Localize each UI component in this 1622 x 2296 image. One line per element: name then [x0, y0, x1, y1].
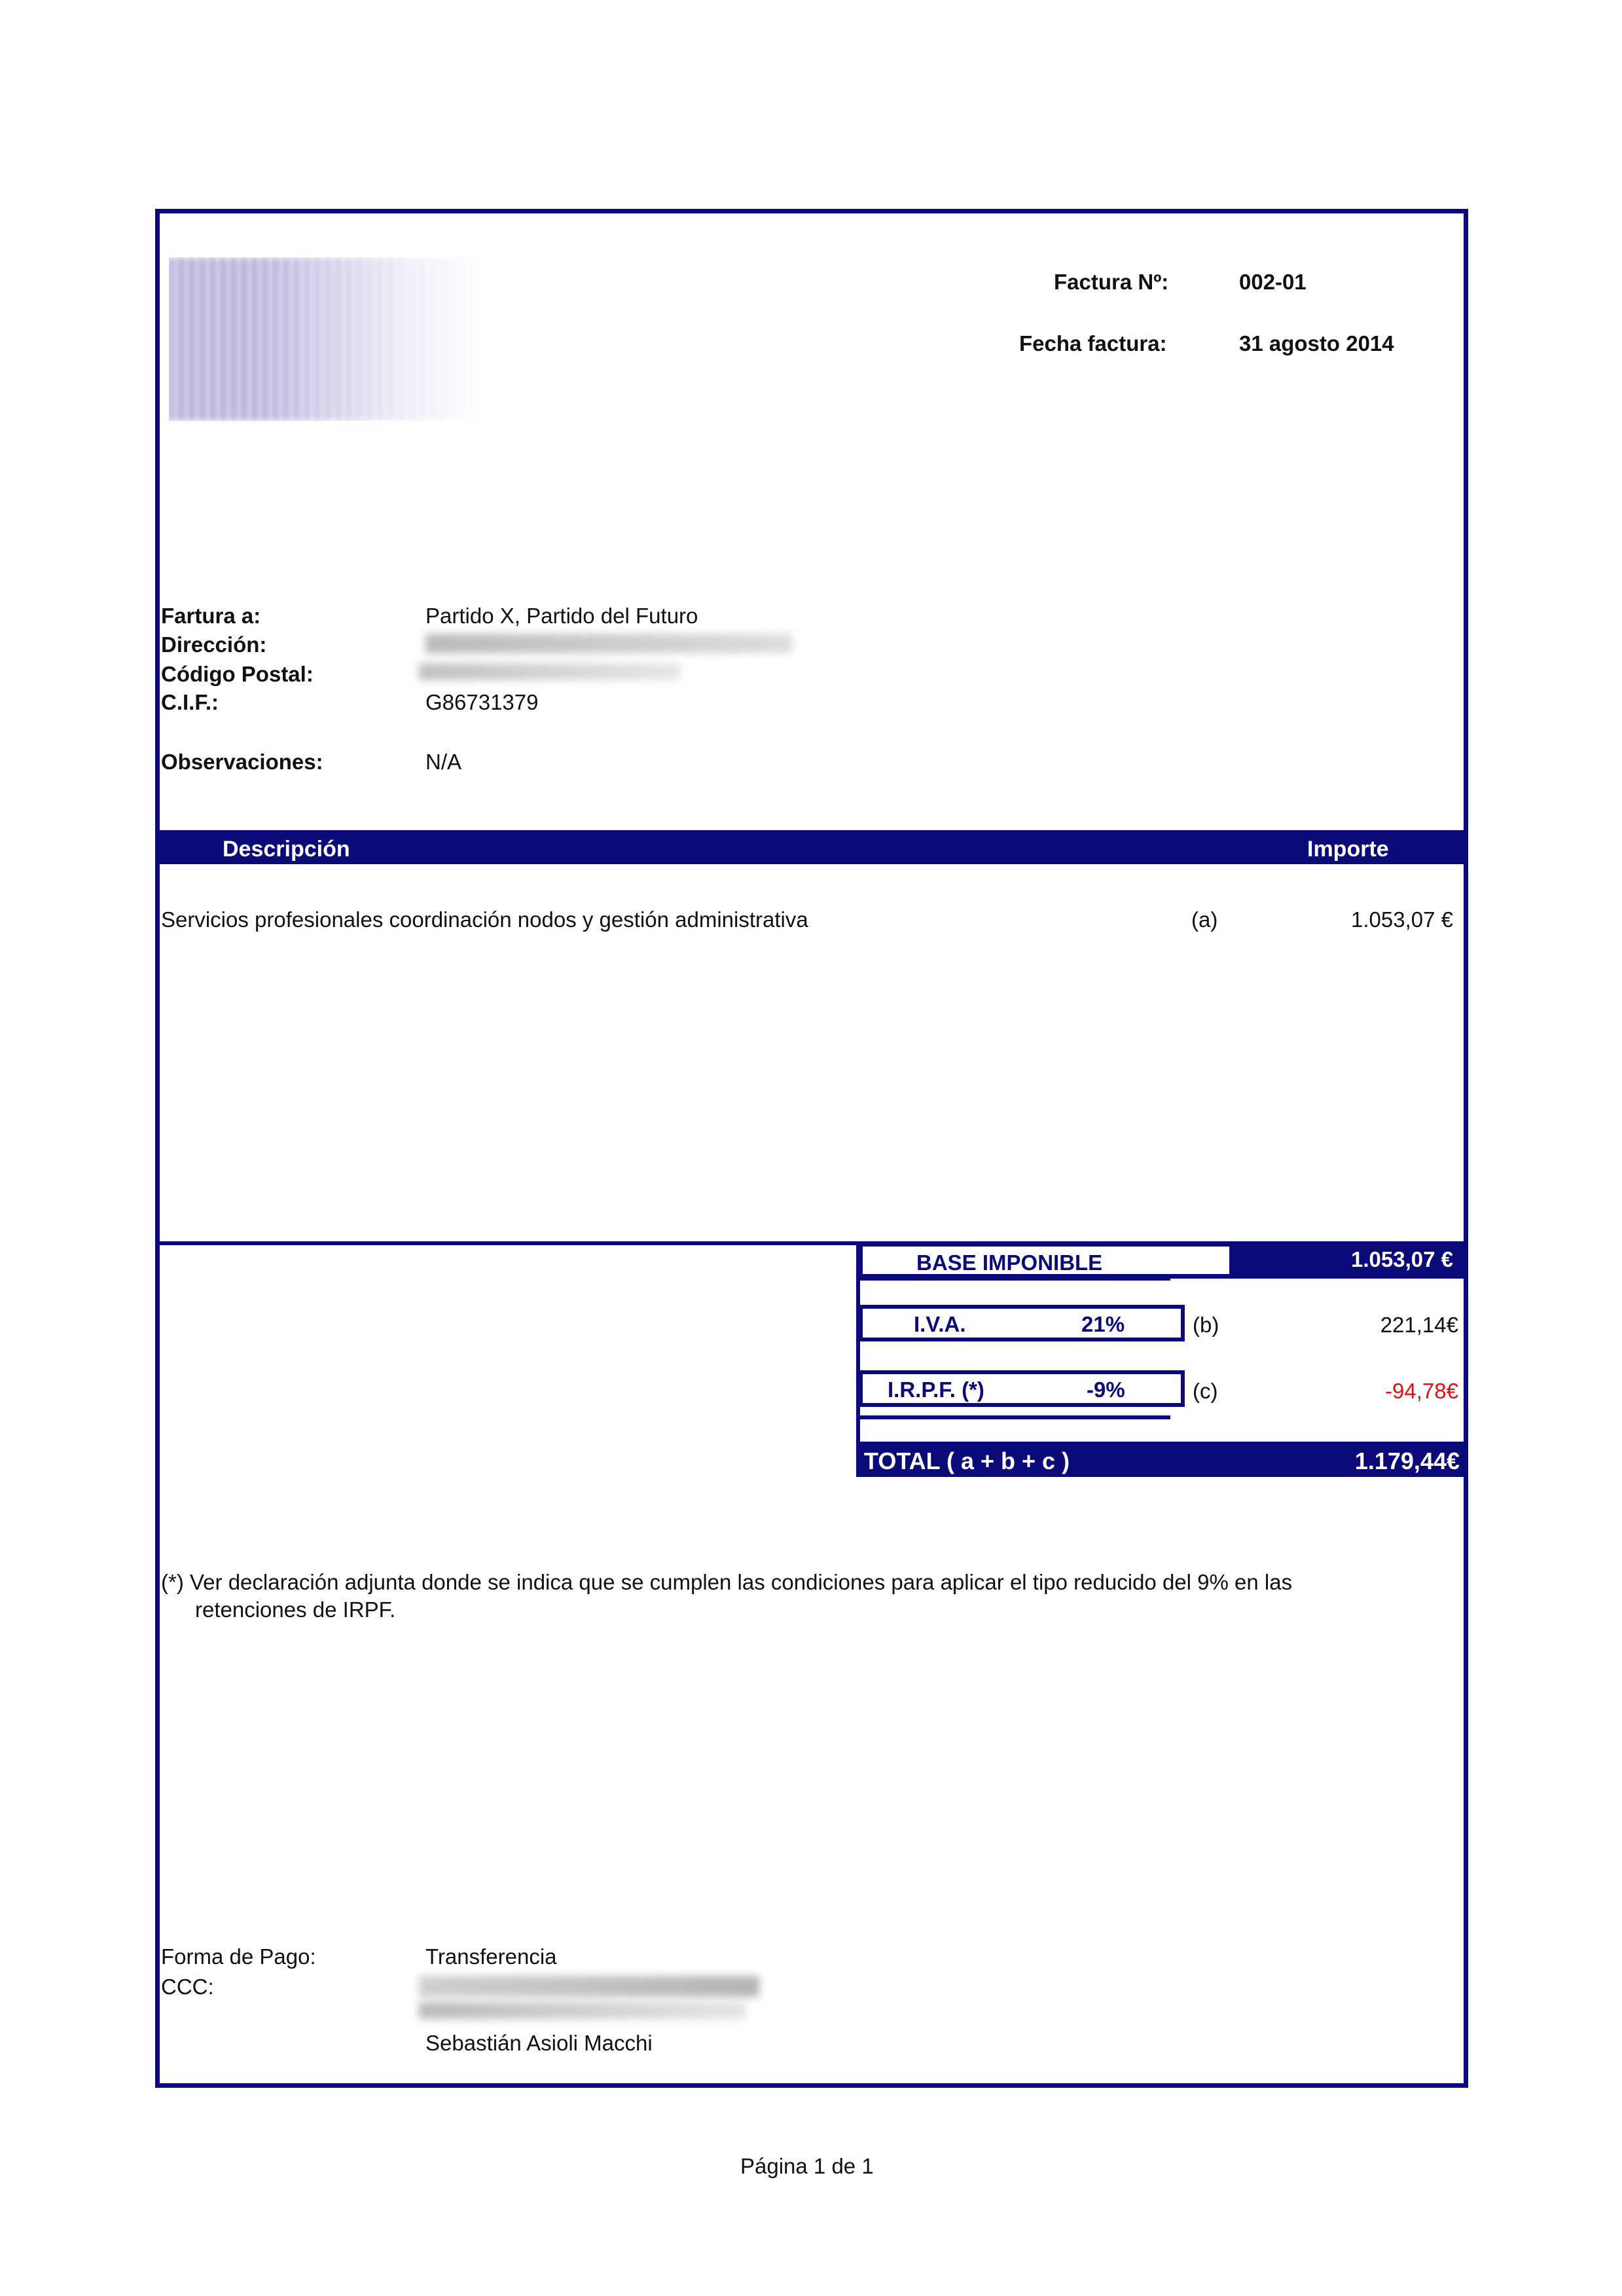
account-holder: Sebastián Asioli Macchi	[425, 2031, 653, 2055]
irpf-ref: (c)	[1193, 1379, 1218, 1403]
invoice-date: 31 agosto 2014	[1239, 331, 1394, 355]
items-header-bar	[159, 830, 1464, 864]
item-amount: 1.053,07 €	[1351, 907, 1453, 932]
address-label: Dirección:	[161, 632, 267, 657]
invoice-number: 002-01	[1239, 270, 1307, 294]
footnote-line-1: (*) Ver declaración adjunta donde se indica que se cumplen las condiciones para aplicar el tipo reducido del 9% en las	[161, 1570, 1293, 1594]
postal-code-label: Código Postal:	[161, 662, 314, 686]
iva-value: 221,14€	[1380, 1313, 1458, 1337]
total-value: 1.179,44€	[1354, 1448, 1460, 1474]
address-redacted	[425, 634, 792, 653]
invoice-number-label: Factura Nº:	[1054, 270, 1169, 294]
account-redacted-2	[419, 2002, 746, 2019]
base-imponible-value: 1.053,07 €	[1351, 1247, 1453, 1271]
irpf-rate: -9%	[1087, 1377, 1125, 1402]
invoice-date-label: Fecha factura:	[1019, 331, 1167, 355]
amount-header: Importe	[1307, 837, 1389, 862]
irpf-value: -94,78€	[1385, 1379, 1458, 1403]
payment-method-label: Forma de Pago:	[161, 1944, 316, 1969]
iva-label: I.V.A.	[914, 1312, 966, 1336]
description-header: Descripción	[223, 837, 350, 862]
iva-rate: 21%	[1081, 1312, 1125, 1336]
item-ref: (a)	[1191, 907, 1218, 932]
bill-to-label: Fartura a:	[161, 604, 261, 628]
item-description: Servicios profesionales coordinación nodos y gestión administrativa	[161, 907, 808, 932]
iva-ref: (b)	[1193, 1313, 1219, 1337]
total-label: TOTAL ( a + b + c )	[864, 1448, 1070, 1474]
payment-method-value: Transferencia	[425, 1944, 557, 1969]
total-bar	[856, 1442, 1464, 1477]
page-number: Página 1 de 1	[740, 2154, 874, 2178]
bill-to-value: Partido X, Partido del Futuro	[425, 604, 698, 628]
account-redacted-1	[419, 1976, 759, 1997]
footnote-line-2: retenciones de IRPF.	[195, 1597, 396, 1622]
totals-sep-1	[856, 1277, 1170, 1281]
invoice-frame	[155, 209, 1468, 2088]
cif-value: G86731379	[425, 690, 539, 714]
company-logo	[169, 257, 483, 421]
irpf-label: I.R.P.F. (*)	[888, 1377, 984, 1402]
postal-code-redacted	[419, 663, 681, 680]
cif-label: C.I.F.:	[161, 690, 219, 714]
account-label: CCC:	[161, 1975, 214, 1999]
notes-value: N/A	[425, 750, 462, 774]
notes-label: Observaciones:	[161, 750, 323, 774]
totals-sep-2	[856, 1415, 1170, 1419]
base-imponible-label: BASE IMPONIBLE	[916, 1250, 1103, 1275]
iva-box	[859, 1305, 1185, 1341]
